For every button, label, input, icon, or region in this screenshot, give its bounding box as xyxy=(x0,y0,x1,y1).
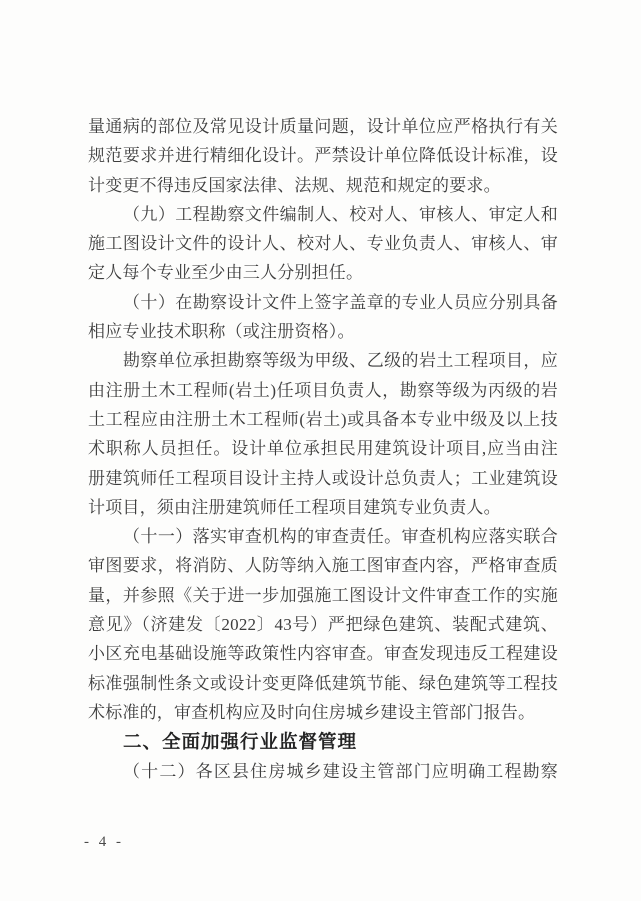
text-line: 小区充电基础设施等政策性内容审查。审查发现违反工程建设 xyxy=(88,644,558,664)
text-line: （十二）各区县住房城乡建设主管部门应明确工程勘察 xyxy=(123,761,558,781)
section-heading: 二、全面加强行业监督管理 xyxy=(123,731,358,753)
text-line: 册建筑师任工程项目设计主持人或设计总负责人；工业建筑设 xyxy=(88,468,558,488)
document-text-column xyxy=(88,112,558,786)
text-line: 相应专业技术职称（或注册资格）。 xyxy=(88,322,355,342)
text-line: 施工图设计文件的设计人、校对人、专业负责人、审核人、审 xyxy=(88,234,558,254)
text-line: 标准强制性条文或设计变更降低建筑节能、绿色建筑等工程技 xyxy=(88,673,558,693)
text-line: 定人每个专业至少由三人分别担任。 xyxy=(88,263,364,283)
text-line: （十）在勘察设计文件上签字盖章的专业人员应分别具备 xyxy=(123,292,558,312)
text-line: 勘察单位承担勘察等级为甲级、乙级的岩土工程项目，应 xyxy=(123,351,558,371)
page-number: - 4 - xyxy=(84,834,124,850)
text-line: 土工程应由注册土木工程师(岩土)或具备本专业中级及以上技 xyxy=(88,409,558,429)
text-line: 意见》（济建发〔2022〕43号）严把绿色建筑、装配式建筑、 xyxy=(88,615,558,635)
text-line: 计项目，须由注册建筑师任工程项目建筑专业负责人。 xyxy=(88,497,501,517)
text-line: 量，并参照《关于进一步加强施工图设计文件审查工作的实施 xyxy=(88,585,558,605)
text-line: 由注册土木工程师(岩土)任项目负责人，勘察等级为丙级的岩 xyxy=(88,380,558,400)
text-line: 量通病的部位及常见设计质量问题，设计单位应严格执行有关 xyxy=(88,117,558,136)
text-line: 术职称人员担任。设计单位承担民用建筑设计项目,应当由注 xyxy=(88,439,558,459)
text-line: （十一）落实审查机构的审查责任。审查机构应落实联合 xyxy=(123,527,558,547)
text-line: （九）工程勘察文件编制人、校对人、审核人、审定人和 xyxy=(123,204,558,224)
text-line: 规范要求并进行精细化设计。严禁设计单位降低设计标准，设 xyxy=(88,146,558,166)
text-line: 审图要求，将消防、人防等纳入施工图审查内容，严格审查质 xyxy=(88,556,558,576)
text-line: 计变更不得违反国家法律、法规、规范和规定的要求。 xyxy=(88,175,501,195)
text-line: 术标准的，审查机构应及时向住房城乡建设主管部门报告。 xyxy=(88,702,536,722)
